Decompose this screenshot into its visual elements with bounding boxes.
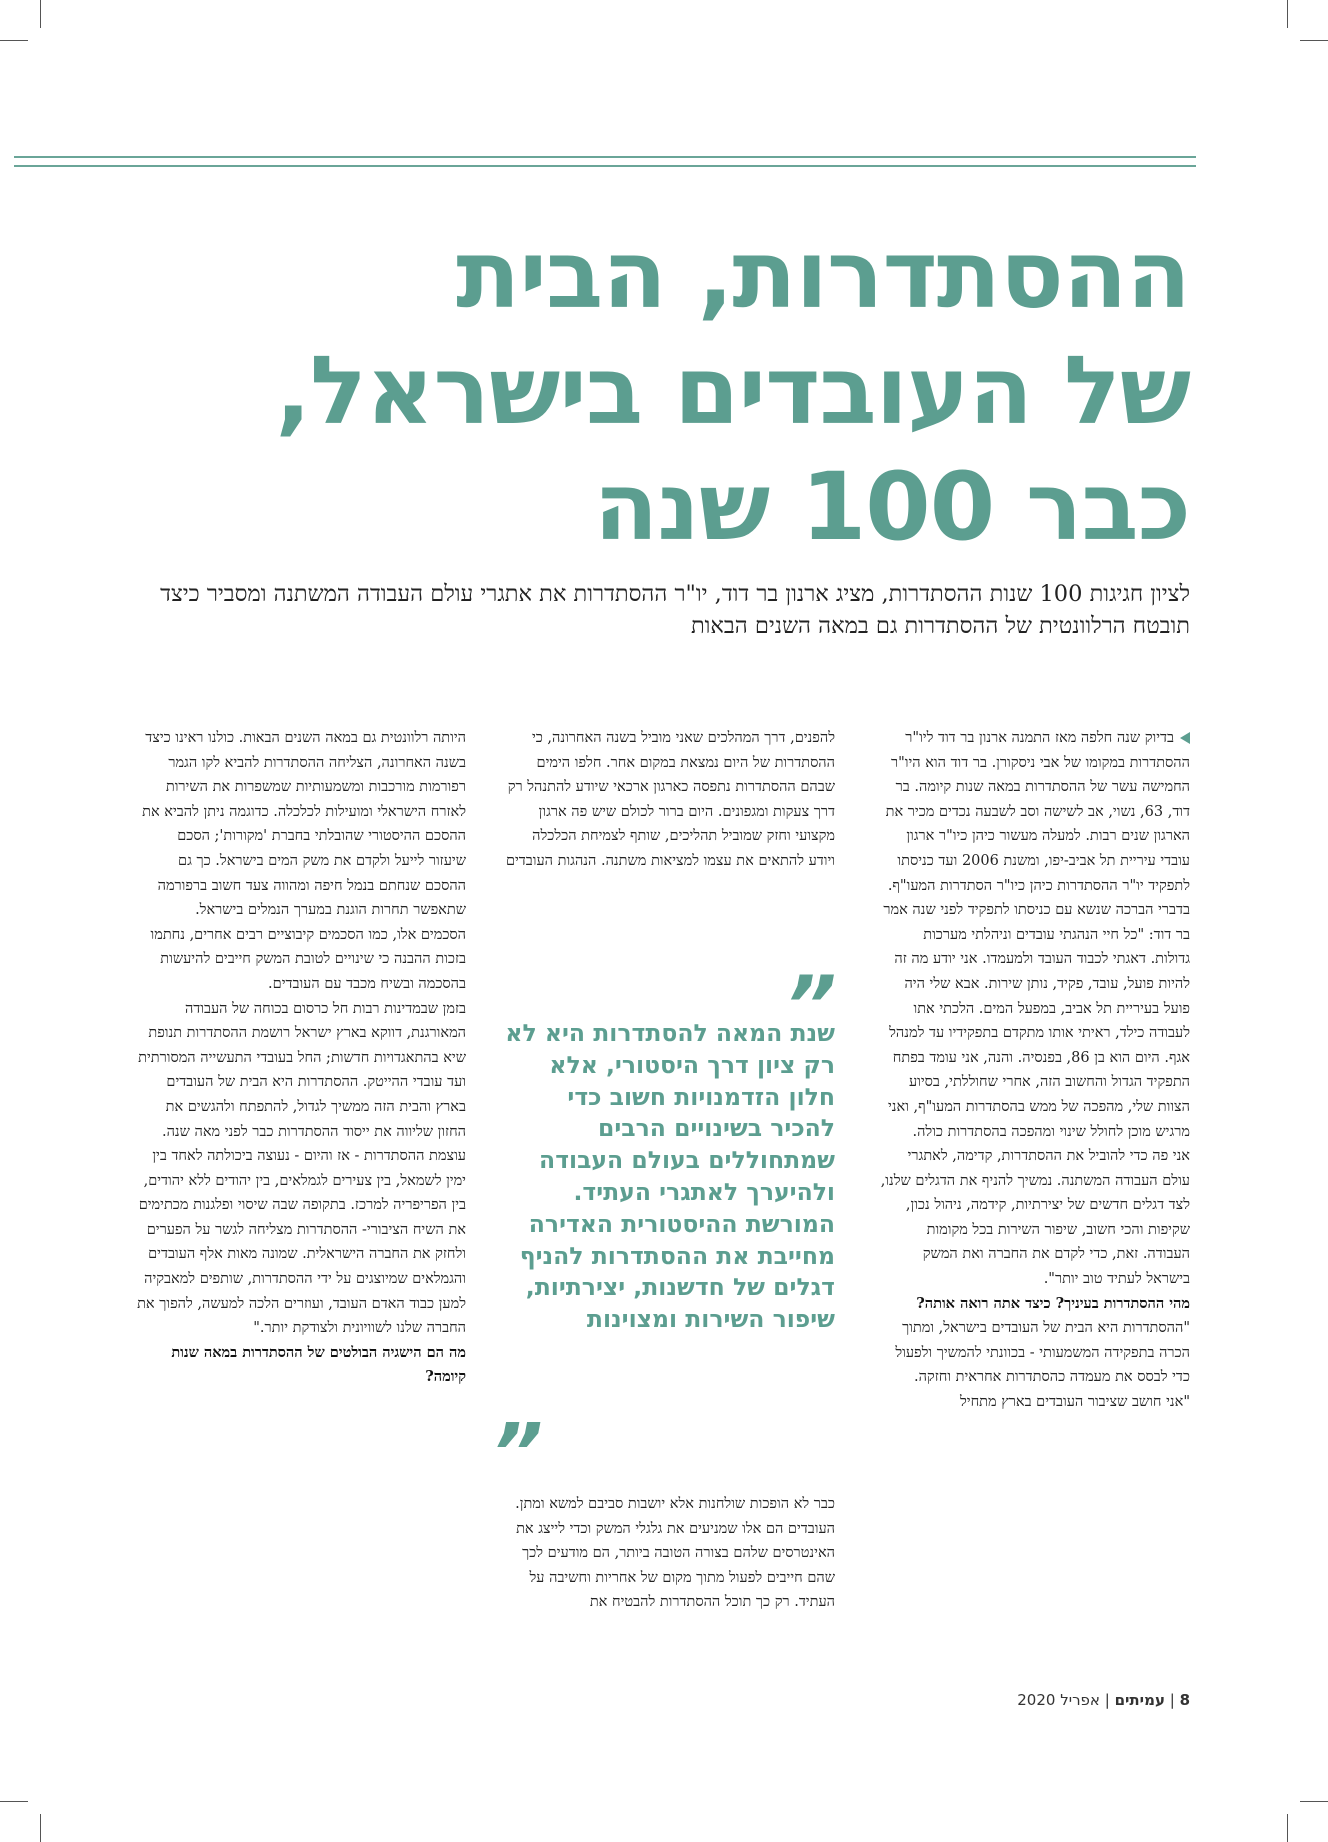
paragraph: כבר לא הופכות שולחנות אלא יושבות סביבם למשא ומתן.: [515, 1496, 835, 1512]
quote-close-icon: „: [500, 1363, 552, 1456]
paragraph: בזמן שבמדינות רבות חל כרסום בכוחה של העבודה המאורגנת, דווקא בארץ ישראל רושמת ההסתדרות תנופת שיא בהתאגדויות חדשות; החל בעובדי התעשייה המסורתית ועד עובדי ההייטק. ההסתדרות היא הבית של העובדים בארץ והבית הזה ממשיך לגדול, להתפתח ולהגשים את החזון שליווה את ייסוד ההסתדרות כבר לפני מאה שנה.: [138, 1000, 466, 1140]
issue-date: אפריל 2020: [1017, 1691, 1100, 1709]
bullet-triangle-icon: [1180, 732, 1190, 744]
crop-mark-bottom-right-h: [1300, 1801, 1328, 1802]
paragraph: בדברי הברכה שנשא עם כניסתו לתפקיד לפני שנה אמר בר דוד: "כל חיי הנהגתי עובדים וניהלתי מערכות גדולות. דאגתי לכבוד העובד ולמעמדו. אני יודע מה זה להיות פועל, עובד, פקיד, נותן שירות. אבא שלי היה פועל בעיריית תל אביב, במפעל המים. הלכתי אתו לעבודה כילד, ראיתי אותו מתקדם בתפקידיו עד למנהל אגף. היום הוא בן 86, בפנסיה. והנה, אני עומד בפתח התפקיד הגדול והחשוב הזה, אחרי שחוללתי, בסיוע הצוות שלי, מהפכה של ממש בהסתדרות המעו"ף, ואני מרגיש מוכן לחולל שינוי ומהפכה בהסתדרות כולה.: [883, 902, 1190, 1140]
article-column-2-bottom: [505, 1492, 835, 1615]
quote-open-icon: ”: [785, 959, 837, 1052]
magazine-name: עמיתים: [1114, 1691, 1165, 1709]
crop-mark-bottom-left-v: [40, 1814, 41, 1842]
pull-quote: שנת המאה להסתדרות היא לא רק ציון דרך היסטורי, אלא חלון הזדמנויות חשוב כדי להכיר בשינויים הרבים שמתחוללים בעולם העבודה ולהיערך לאתגרי העתיד. המורשת ההיסטורית האדירה מחייבת את ההסתדרות להניף דגלים של חדשנות, יצירתיות, שיפור השירות ומצוינות: [505, 1019, 835, 1334]
header-rule-top: [14, 156, 1196, 158]
footer-separator: |: [1169, 1691, 1175, 1709]
article-column-1: [880, 726, 1190, 1415]
page-number: 8: [1179, 1691, 1190, 1709]
paragraph: להפנים, דרך המהלכים שאני מוביל בשנה האחרונה, כי ההסתדרות של היום נמצאת במקום אחר. חלפו הימים שבהם ההסתדרות נתפסה כארגון ארכאי שיודע להתנהל רק דרך צעקות ומגפונים. היום ברור לכולם שיש פה ארגון מקצועי וחזק שמוביל תהליכים, שותף לצמיחת הכלכלה ויודע להתאים את עצמו למציאות משתנה. הנהגות העובדים: [505, 730, 835, 869]
headline-line-3: כבר 100 שנה: [593, 453, 1190, 562]
footer-separator: |: [1104, 1691, 1110, 1709]
paragraph: "אני חושב שציבור העובדים בארץ מתחיל: [959, 1394, 1190, 1411]
page-footer: [1017, 1691, 1190, 1709]
crop-mark-top-left-v: [40, 0, 41, 28]
article-column-2: [505, 726, 835, 874]
interview-question: מה הם הישגיה הבולטים של ההסתדרות במאה שנות קיומה?: [171, 1343, 466, 1386]
crop-mark-top-right-v: [1287, 0, 1288, 28]
paragraph: אני פה כדי להוביל את ההסתדרות, קדימה, לאתגרי עולם העבודה המשתנה. נמשיך להניף את הדגלים שלנו, לצד דגלים חדשים של יצירתיות, קידמה, ניהול נכון, שקיפות והכי חשוב, שיפור השירות בכל מקומות העבודה. זאת, כדי לקדם את החברה ואת המשק בישראל לעתיד טוב יותר".: [880, 1148, 1190, 1288]
interview-question: מהי ההסתדרות בעיניך? כיצד אתה רואה אותה?: [916, 1294, 1190, 1312]
crop-mark-bottom-left-h: [0, 1801, 28, 1802]
paragraph: עוצמת ההסתדרות - אז והיום - נעוצה ביכולתה לאחד בין ימין לשמאל, בין צעירים לגמלאים, בין יהודים ללא יהודים, בין הפריפריה למרכז. בתקופה שבה שיסוי ופלגנות מכתימים את השיח הציבורי- ההסתדרות מצליחה לגשר על הפערים ולחזק את החברה הישראלית. שמונה מאות אלף העובדים והגמלאים שמיוצגים על ידי ההסתדרות, שותפים למאבקיה למען כבוד האדם העובד, ועוזרים הלכה למעשה, להפוך את החברה שלנו לשוויונית ולצודקת יותר.": [137, 1148, 466, 1337]
paragraph: הסכמים אלו, כמו הסכמים קיבוציים רבים אחרים, נחתמו בזכות ההבנה כי שינויים לטובת המשק חייבים להיעשות בהסכמה ובשיח מכבד עם העובדים.: [150, 926, 466, 992]
header-rule-bottom: [14, 165, 1196, 167]
paragraph: "ההסתדרות היא הבית של העובדים בישראל, ומתוך הכרה בתפקידה המשמעותי - בכוונתי להמשיך ולפעול כדי לבסס את מעמדה כהסתדרות אחראית וחזקה.: [895, 1320, 1190, 1386]
paragraph: בדיוק שנה חלפה מאז התמנה ארנון בר דוד ליו"ר ההסתדרות במקומו של אבי ניסקורן. בר דוד הוא היו"ר החמישה עשר של ההסתדרות במאה שנות קיומה. בר דוד, 63, נשוי, אב לשישה וסב לשבעה נכדים מכיר את הארגון שנים רבות. למעלה מעשור כיהן כיו"ר ארגון עובדי עיריית תל אביב-יפו, ומשנת 2006 ועד כניסתו לתפקיד יו"ר ההסתדרות כיהן כיו"ר הסתדרות המעו"ף.: [885, 730, 1190, 894]
crop-mark-bottom-right-v: [1287, 1814, 1288, 1842]
headline-line-2: של העובדים בישראל,: [275, 337, 1190, 446]
article-column-3: [136, 726, 466, 1390]
headline: [30, 218, 1190, 566]
paragraph: היותה רלוונטית גם במאה השנים הבאות. כולנו ראינו כיצד בשנה האחרונה, הצליחה ההסתדרות להביא לקו הגמר רפורמות מורכבות ומשמעותיות שמשפרות את השירות לאזרח הישראלי ומועילות לכלכלה. כדוגמה ניתן להביא את ההסכם ההיסטורי שהובלתי בחברת 'מקורות'; הסכם שיעזור לייעל ולקדם את משק המים בישראל. כך גם ההסכם שנחתם בנמל חיפה ומהווה צעד חשוב ברפורמה שתאפשר תחרות הוגנת במערך הנמלים בישראל.: [142, 730, 466, 919]
crop-mark-top-left-h: [0, 40, 28, 41]
subtitle: לציון חגיגות 100 שנות ההסתדרות, מציג ארנון בר דוד, יו"ר ההסתדרות את אתגרי עולם העבודה המשתנה ומסביר כיצד תובטח הרלוונטית של ההסתדרות גם במאה השנים הבאות: [160, 581, 1190, 639]
headline-line-1: ההסתדרות, הבית: [456, 221, 1190, 330]
crop-mark-top-right-h: [1300, 40, 1328, 41]
paragraph: העובדים הם אלו שמניעים את גלגלי המשק וכדי לייצג את האינטרסים שלהם בצורה הטובה ביותר, הם מודעים לכך שהם חייבים לפעול מתוך מקום של אחריות וחשיבה על העתיד. רק כך תוכל ההסתדרות להבטיח את: [516, 1520, 835, 1611]
